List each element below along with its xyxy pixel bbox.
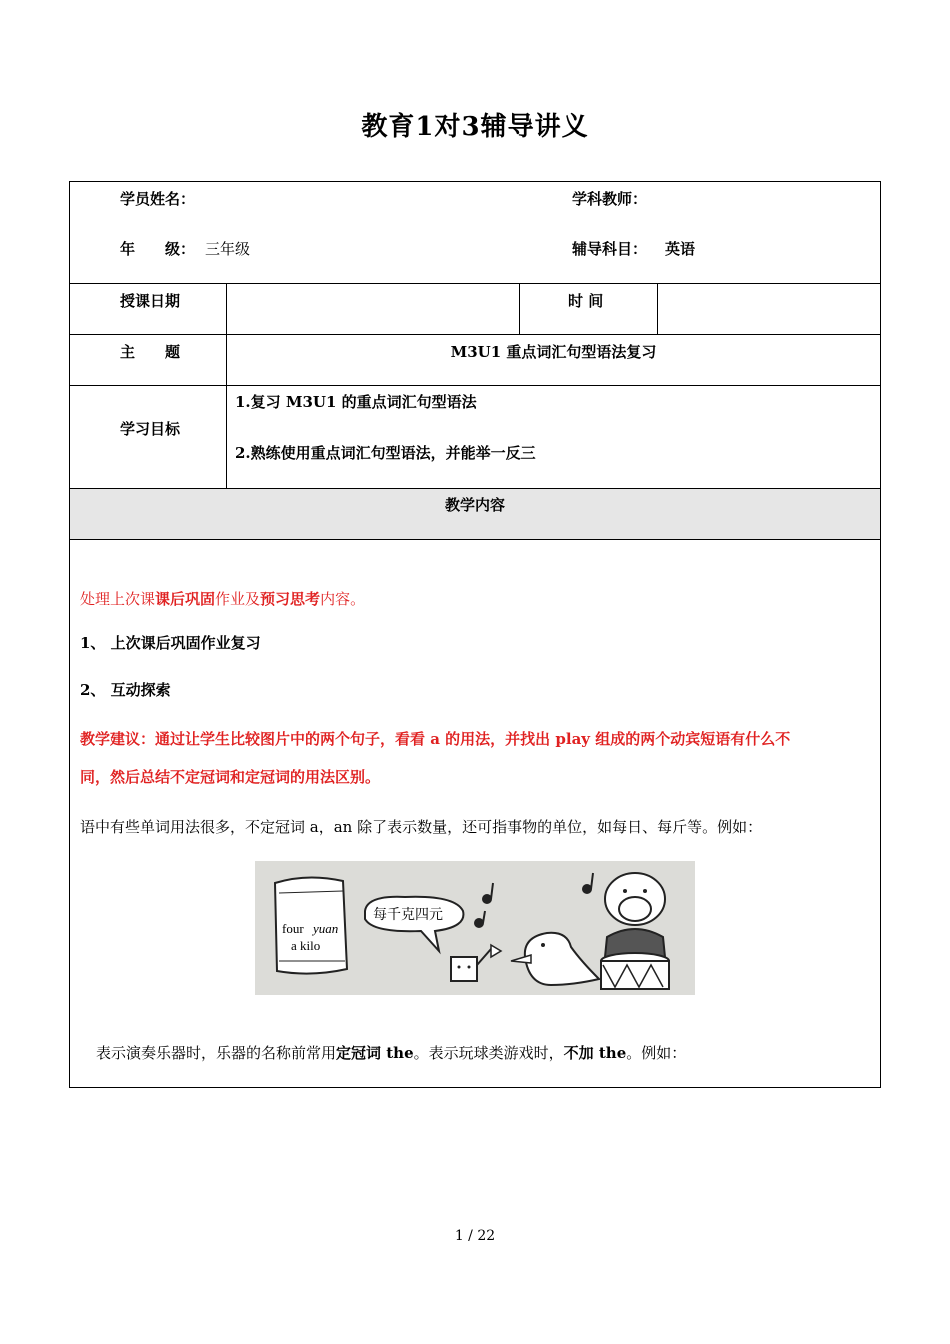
teaching-suggestion-line-1: 教学建议：通过让学生比较图片中的两个句子，看看 a 的用法，并找出 play 组成的两个动宾短语有什么不 (80, 730, 791, 748)
teacher-label: 学科教师： (572, 190, 648, 208)
sign-line-1: four (282, 921, 304, 936)
goals-label: 学习目标 (120, 420, 181, 438)
content-header: 教学内容 (444, 496, 505, 514)
review-intro: 处理上次课课后巩固作业及预习思考内容。 (80, 590, 366, 608)
student-name-label: 学员姓名： (120, 190, 196, 208)
illustration (255, 861, 695, 995)
subject-value: 英语 (665, 240, 696, 258)
page-title: 教育1对3辅导讲义 (361, 112, 589, 142)
teaching-suggestion-line-2: 同，然后总结不定冠词和定冠词的用法区别。 (80, 768, 381, 786)
bubble-text: 每千克四元 (373, 907, 443, 923)
item-2: 2、 互动探索 (80, 681, 171, 699)
time-label: 时 间 (568, 292, 604, 310)
article-note: 语中有些单词用法很多，不定冠词 a，an 除了表示数量，还可指事物的单位，如每日、每斤等。例如： (80, 818, 763, 836)
page-number: 1 / 22 (454, 1228, 496, 1244)
sign-line-2: yuan (313, 921, 339, 936)
goal-item-1: 1.复习 M3U1 的重点词汇句型语法 (235, 393, 477, 411)
sign-line-3: a kilo (291, 938, 321, 953)
final-line: 表示演奏乐器时，乐器的名称前常用定冠词 the。表示玩球类游戏时，不加 the。例如： (96, 1044, 687, 1062)
price-sign (275, 877, 347, 973)
grade-value: 三年级 (205, 240, 251, 258)
item-1: 1、 上次课后巩固作业复习 (80, 634, 261, 652)
date-label: 授课日期 (120, 292, 181, 310)
grade-label: 年 级： (120, 240, 196, 258)
goal-item-2: 2.熟练使用重点词汇句型语法，并能举一反三 (235, 444, 536, 462)
topic-label: 主 题 (120, 343, 181, 361)
subject-label: 辅导科目： (572, 240, 648, 258)
topic-value: M3U1 重点词汇句型语法复习 (450, 343, 657, 361)
